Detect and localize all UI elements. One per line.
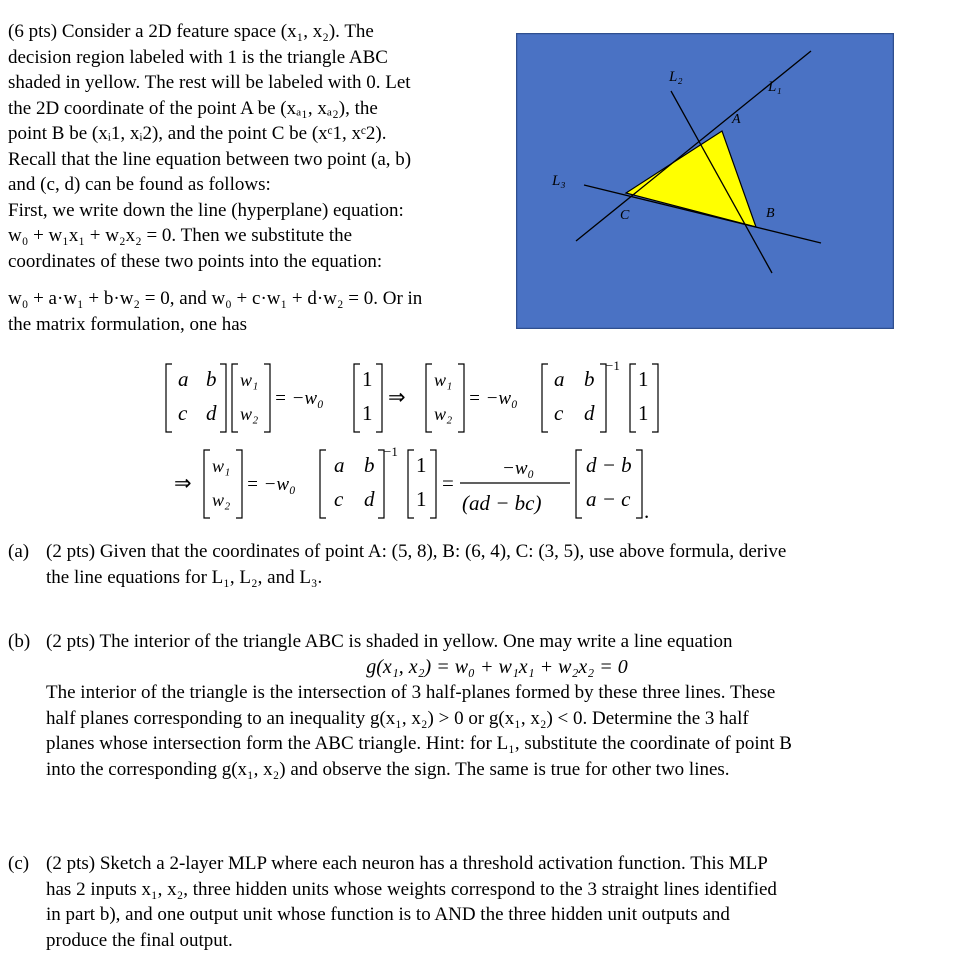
line-equation: g(x₁, x₂) = w₀ + w₁x₁ + w₂x₂ = 0 [366, 655, 628, 678]
matrix-entry-d: d [584, 401, 595, 425]
vector-one: 1 [416, 487, 427, 511]
intro-line: shaded in yellow. The rest will be labeled with 0. Let [8, 72, 411, 93]
vector-one: 1 [416, 453, 427, 477]
question-label: (c) [8, 853, 30, 874]
matrix-entry-a: a [334, 453, 345, 477]
question-line: (2 pts) Given that the coordinates of point A: (5, 8), B: (6, 4), C: (3, 5), use above formula, derive [46, 541, 787, 562]
period: . [644, 499, 650, 523]
question-line: The interior of the triangle is the intersection of 3 half-planes formed by these three lines. These [46, 682, 776, 703]
vector-one: 1 [638, 401, 649, 425]
question-line: has 2 inputs x₁, x₂, three hidden units whose weights correspond to the 3 straight lines identified [46, 878, 777, 900]
label-a: A [732, 112, 741, 127]
intro-line: the matrix formulation, one has [8, 313, 248, 335]
question-line: the line equations for L₁, L₂, and L₃. [46, 566, 323, 588]
fraction-denominator: (ad − bc) [462, 491, 542, 515]
triangle-figure [516, 33, 894, 329]
matrix-entry-c: c [334, 487, 344, 511]
label-l2: L₂ [669, 69, 683, 85]
label-l3: L₃ [552, 173, 566, 189]
intro-line: First, we write down the line (hyperplane) equation: [8, 199, 404, 221]
intro-line: decision region labeled with 1 is the triangle ABC [8, 46, 388, 68]
label-b: B [766, 206, 775, 221]
vector-w2: w₂ [212, 490, 231, 510]
intro-line: Recall that the line equation between two point (a, b) [8, 148, 412, 170]
intro-line: (6 pts) Consider a 2D feature space (x₁, x₂). The [8, 21, 374, 42]
vector-w2: w₂ [434, 404, 453, 424]
vector-one: 1 [362, 401, 373, 425]
intro-line: w₀ + a·w₁ + b·w₂ = 0, and w₀ + c·w₁ + d·w₂ = 0. Or in [8, 288, 423, 309]
question-line: into the corresponding g(x₁, x₂) and observe the sign. The same is true for other two lines. [46, 758, 730, 780]
matrix-entry-a: a [554, 367, 565, 391]
matrix-row-2 [174, 444, 649, 523]
vector-one: 1 [362, 367, 373, 391]
matrix-entry-d: d [364, 487, 375, 511]
matrix-derivation [150, 356, 670, 526]
label-c: C [620, 208, 630, 223]
matrix-entry-c: c [554, 401, 564, 425]
vector-w1: w₁ [240, 370, 259, 390]
implies-arrow: ⇒ [388, 385, 406, 409]
inverse-superscript: −1 [384, 444, 398, 459]
vector-w1: w₁ [212, 456, 231, 476]
matrix-entry-a: a [178, 367, 189, 391]
question-label: (b) [8, 631, 31, 652]
vector-w1: w₁ [434, 370, 453, 390]
intro-line: point B be (xᵢ1, xᵢ2), and the point C be (xᶜ1, xᶜ2). [8, 123, 387, 144]
label-l1: L₁ [768, 79, 782, 95]
fraction-numerator: −w₀ [502, 458, 535, 479]
question-c [8, 851, 948, 953]
intro-line: and (c, d) can be found as follows: [8, 174, 271, 195]
vector-w2: w₂ [240, 404, 259, 424]
intro-line: the 2D coordinate of the point A be (xₐ₁, xₐ₂), the [8, 97, 378, 119]
intro-line: coordinates of these two points into the equation: [8, 250, 383, 272]
question-b [8, 629, 948, 782]
implies-arrow: ⇒ [174, 471, 192, 495]
matrix-entry-b: b [364, 453, 375, 477]
neg-w0: = −w₀ [246, 474, 296, 495]
intro-paragraph [8, 19, 508, 337]
neg-w0: = −w₀ [468, 388, 518, 409]
matrix-entry-d: d [206, 401, 217, 425]
vector-a-minus-c: a − c [586, 487, 631, 511]
question-line: half planes corresponding to an inequality g(x₁, x₂) > 0 or g(x₁, x₂) < 0. Determine the 3 half [46, 707, 749, 729]
question-a [8, 539, 948, 590]
question-label: (a) [8, 541, 30, 562]
matrix-entry-c: c [178, 401, 188, 425]
question-line: produce the final output. [46, 929, 233, 951]
question-line: planes whose intersection form the ABC triangle. Hint: for L₁, substitute the coordinate of point B [46, 733, 792, 754]
inverse-superscript: −1 [606, 358, 620, 373]
neg-w0: = −w₀ [274, 388, 324, 409]
vector-d-minus-b: d − b [586, 453, 632, 477]
question-line: in part b), and one output unit whose function is to AND the three hidden unit outputs and [46, 904, 730, 925]
question-line: (2 pts) Sketch a 2-layer MLP where each neuron has a threshold activation function. This MLP [46, 853, 768, 874]
matrix-row-1 [166, 358, 658, 432]
matrix-entry-b: b [584, 367, 595, 391]
equals-sign: = [442, 471, 454, 495]
intro-line: w₀ + w₁x₁ + w₂x₂ = 0. Then we substitute the [8, 225, 353, 246]
vector-one: 1 [638, 367, 649, 391]
matrix-entry-b: b [206, 367, 217, 391]
question-line: (2 pts) The interior of the triangle ABC is shaded in yellow. One may write a line equation [46, 631, 733, 652]
